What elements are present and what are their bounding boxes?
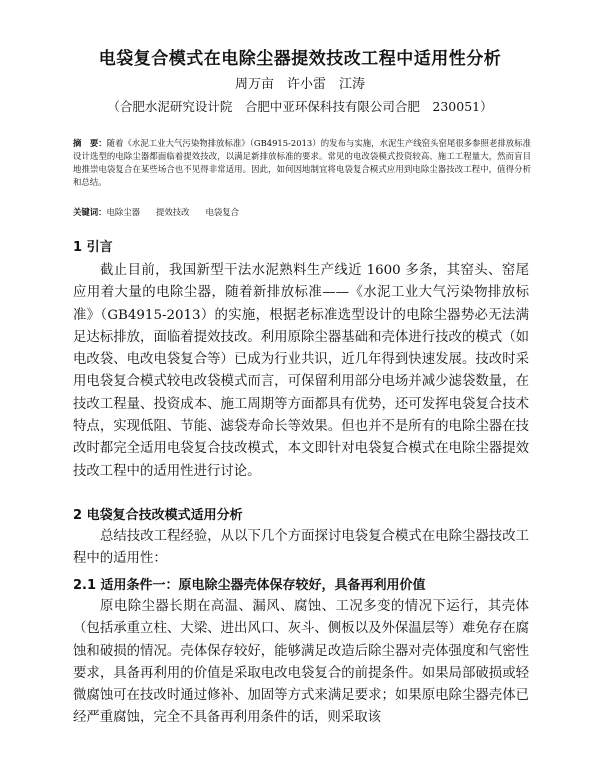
section-heading-applicability: 2 电袋复合技改模式适用分析 — [73, 508, 243, 523]
abstract-label: 摘 要： — [73, 138, 107, 148]
subsection-paragraph-condition-1: 原电除尘器长期在高温、漏风、腐蚀、工况多变的情况下运行，其壳体（包括承重立柱、大梁、进出风口、灰斗、侧板以及外保温层等）难免存在腐蚀和破损的情况。壳体保存较好，能够满足改造后除尘器对壳体强度和气密性要求，具备再利用的价值是采取电改电袋复合的前提条件。如果局部破损或轻微腐蚀可在技改时通过修补、加固等方式来满足要求；如果原电除尘器壳体已经严重腐蚀，完全不具备再利用条件的话，则采取该 — [73, 599, 529, 726]
paper-authors: 周万亩 许小雷 江涛 — [234, 77, 365, 92]
keyword: 电袋复合 — [205, 207, 239, 217]
section-heading-introduction: 1 引言 — [73, 240, 113, 255]
keyword: 提效技改 — [156, 207, 190, 217]
paper-title: 电袋复合模式在电除尘器提效技改工程中适用性分析 — [98, 49, 502, 69]
keywords — [73, 206, 531, 219]
abstract — [73, 137, 531, 189]
author-affiliation: （合肥水泥研究设计院 合肥中亚环保科技有限公司合肥 230051） — [107, 99, 493, 114]
subsection-heading-condition-1: 2.1 适用条件一：原电除尘器壳体保存较好，具备再利用价值 — [73, 578, 426, 593]
section-paragraph-applicability: 总结技改工程经验，从以下几个方面探讨电袋复合模式在电除尘器技改工程中的适用性： — [73, 529, 529, 567]
keywords-label: 关键词： — [73, 207, 107, 217]
section-paragraph-introduction: 截止目前，我国新型干法水泥熟料生产线近 1600 多条，其窑头、窑尾应用着大量的电除尘器，随着新排放标准——《水泥工业大气污染物排放标准》（GB4915-2013）的实施，根据老标准选型设计的电除尘器势必无法满足达标排放，面临着提效技改。利用原除尘器基础和壳体进行技改的模式（如电改袋、电改电袋复合等）已成为行业共识，近几年得到快速发展。技改时采用电袋复合模式较电改袋模式而言，可保留利用部分电场并减少滤袋数量，在技改工程量、投资成本、施工周期等方面都具有优势，还可发挥电袋复合技术特点，实现低阻、节能、滤袋寿命长等效果。但也并不是所有的电除尘器在技改时都完全适用电袋复合技改模式，本文即针对电袋复合模式在电除尘器提效技改工程中的适用性进行讨论。 — [73, 263, 529, 479]
abstract-text: 随着《水泥工业大气污染物排放标准》（GB4915-2013）的发布与实施，水泥生产线窑头窑尾很多参照老排放标准设计选型的电除尘器都面临着提效技改，以满足新排放标准的要求。常见的电改袋模式投资较高、施工工程量大，然而盲目地推崇电袋复合在某些场合也不见得非常适用。因此，如何因地制宜将电袋复合模式应用到电除尘器技改工程中，值得分析和总结。 — [73, 138, 532, 187]
keyword: 电除尘器 — [106, 207, 140, 217]
